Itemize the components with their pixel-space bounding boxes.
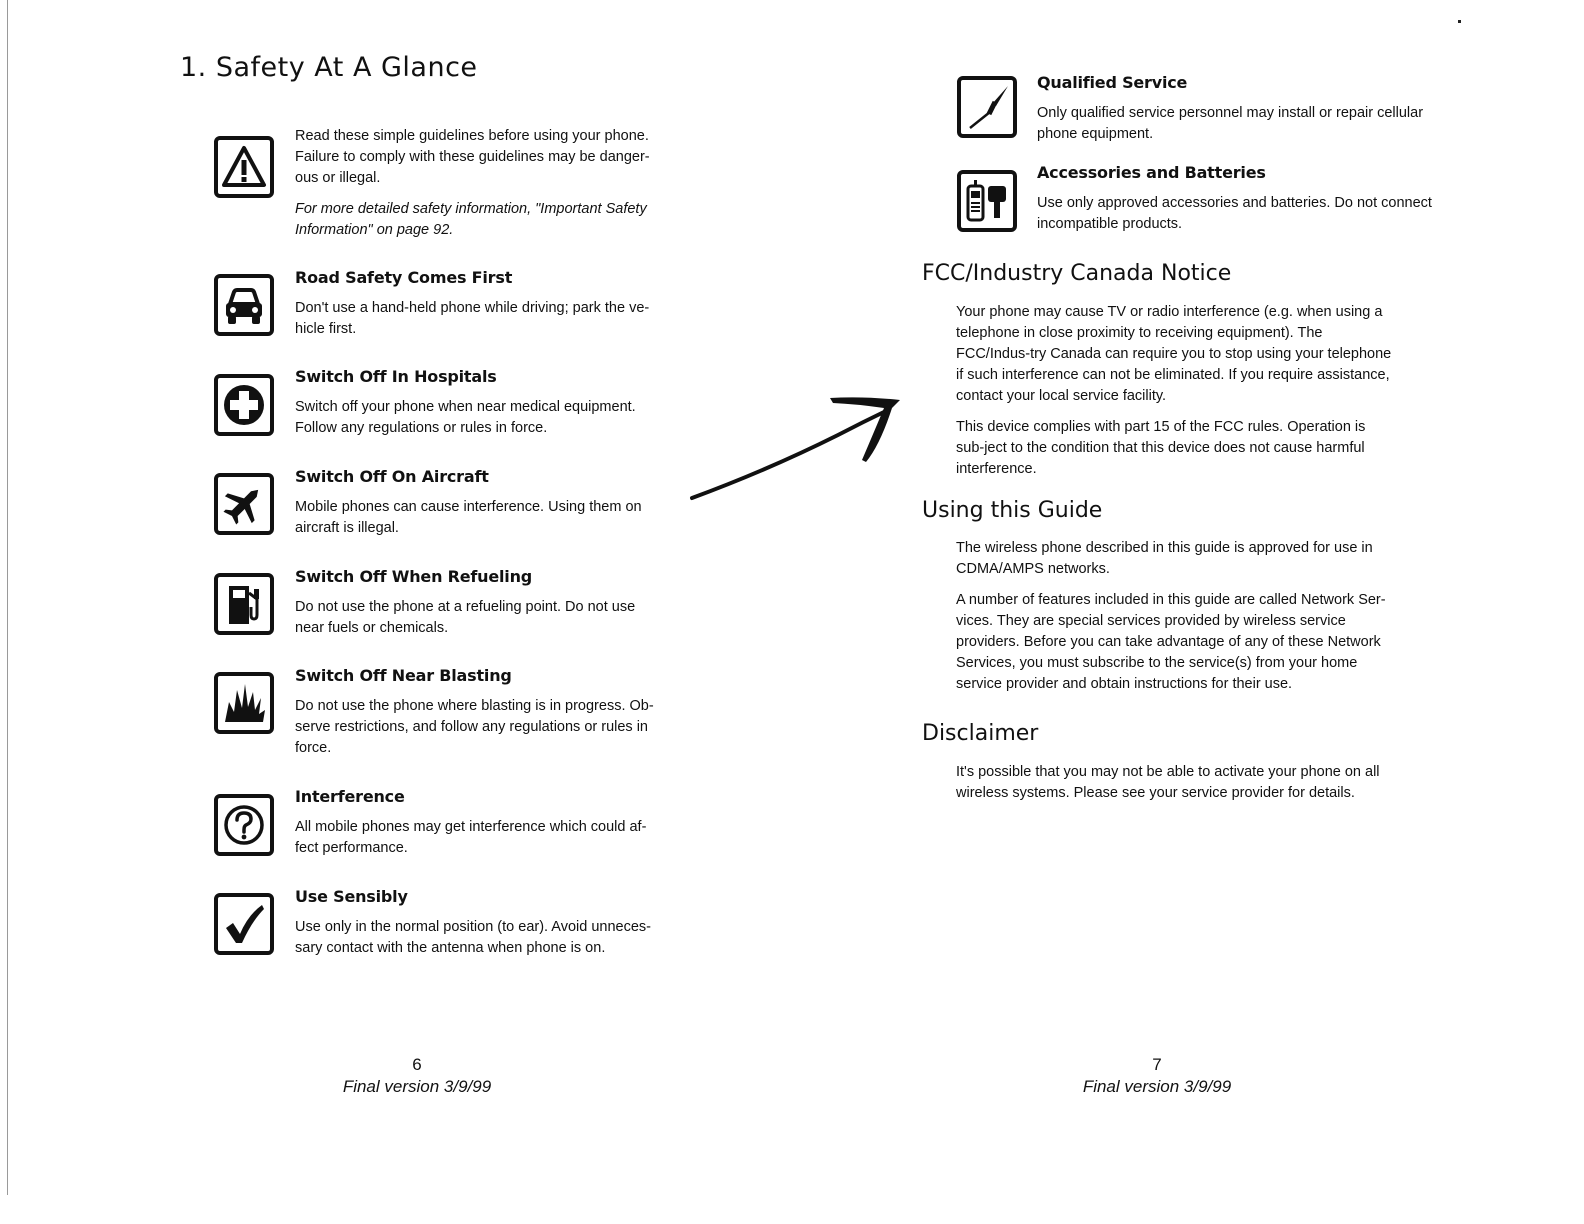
item-text: Do not use the phone where blasting is in progress. Ob-serve restrictions, and follow any regulations or rules in force.	[295, 698, 654, 756]
item-heading: Switch Off In Hospitals	[295, 367, 497, 386]
item-heading: Switch Off When Refueling	[295, 567, 533, 586]
handwritten-arrow-icon	[688, 390, 908, 505]
paragraph: A number of features included in this guide are called Network Ser-vices. They are special services provided by wireless service providers. Before you can take advantage of any of these Network Services, you must subscribe to the service(s) from your home service provider and obtain instructions for their use.	[956, 592, 1386, 692]
paragraph: The wireless phone described in this guide is approved for use in CDMA/AMPS networks.	[956, 540, 1373, 577]
item-text: Switch off your phone when near medical equipment. Follow any regulations or rules in force.	[295, 399, 636, 436]
car-icon	[214, 274, 274, 336]
item-heading: Accessories and Batteries	[1037, 163, 1266, 182]
version-label: Final version 3/9/99	[342, 1077, 492, 1096]
section-body-disclaimer	[956, 762, 1396, 804]
screwdriver-icon	[957, 76, 1017, 138]
item-hospitals	[295, 367, 665, 439]
version-label: Final version 3/9/99	[1082, 1077, 1232, 1096]
item-blasting	[295, 666, 665, 759]
intro-note: For more detailed safety information, "Important Safety Information" on page 92.	[295, 201, 647, 238]
left-page-footer	[267, 1054, 567, 1098]
section-body-guide	[956, 538, 1396, 695]
item-heading: Interference	[295, 787, 405, 806]
item-heading: Use Sensibly	[295, 887, 408, 906]
phone-battery-icon	[957, 170, 1017, 232]
paragraph: This device complies with part 15 of the FCC rules. Operation is sub-ject to the condition that this device does not cause harmful interference.	[956, 419, 1366, 477]
item-text: All mobile phones may get interference which could af-fect performance.	[295, 819, 647, 856]
page-title: 1. Safety At A Glance	[180, 52, 478, 83]
item-heading: Switch Off On Aircraft	[295, 467, 489, 486]
page-number: 6	[412, 1055, 422, 1074]
item-text: Mobile phones can cause interference. Using them on aircraft is illegal.	[295, 499, 642, 536]
section-body-fcc	[956, 302, 1396, 480]
item-heading: Qualified Service	[1037, 73, 1188, 92]
page-edge-line	[7, 0, 8, 1195]
right-page-footer	[1007, 1054, 1307, 1098]
item-use-sensibly	[295, 887, 665, 959]
paragraph: Your phone may cause TV or radio interference (e.g. when using a telephone in close proximity to receiving equipment). The FCC/Indus-try Canada can require you to stop using your telephone if such interference can not be eliminated. If you require assistance, contact your local service facility.	[956, 304, 1392, 404]
item-interference	[295, 787, 665, 859]
airplane-icon	[214, 473, 274, 535]
item-heading: Road Safety Comes First	[295, 268, 513, 287]
item-text: Do not use the phone at a refueling point. Do not use near fuels or chemicals.	[295, 599, 636, 636]
intro-block	[295, 126, 665, 241]
item-text: Use only approved accessories and batteries. Do not connect incompatible products.	[1037, 195, 1432, 232]
item-heading: Switch Off Near Blasting	[295, 666, 512, 685]
section-title-fcc: FCC/Industry Canada Notice	[922, 261, 1232, 286]
warning-triangle-icon	[214, 136, 274, 198]
intro-text: Read these simple guidelines before using your phone. Failure to comply with these guidelines may be danger-ous or illegal.	[295, 128, 650, 186]
item-refueling	[295, 567, 665, 639]
item-qualified-service	[1037, 73, 1437, 145]
paragraph: It's possible that you may not be able to activate your phone on all wireless systems. Please see your service provider for details.	[956, 764, 1380, 801]
item-accessories	[1037, 163, 1437, 235]
explosion-icon	[214, 672, 274, 734]
item-text: Don't use a hand-held phone while driving; park the ve-hicle first.	[295, 300, 650, 337]
medical-cross-icon	[214, 374, 274, 436]
item-road-safety	[295, 268, 665, 340]
item-text: Only qualified service personnel may install or repair cellular phone equipment.	[1037, 105, 1424, 142]
scan-speck	[1458, 20, 1461, 23]
checkmark-icon	[214, 893, 274, 955]
section-title-guide: Using this Guide	[922, 498, 1103, 523]
fuel-pump-icon	[214, 573, 274, 635]
section-title-disclaimer: Disclaimer	[922, 721, 1039, 746]
question-mark-icon	[214, 794, 274, 856]
item-aircraft	[295, 467, 665, 539]
page-number: 7	[1152, 1055, 1162, 1074]
item-text: Use only in the normal position (to ear). Avoid unneces-sary contact with the antenna when phone is on.	[295, 919, 651, 956]
